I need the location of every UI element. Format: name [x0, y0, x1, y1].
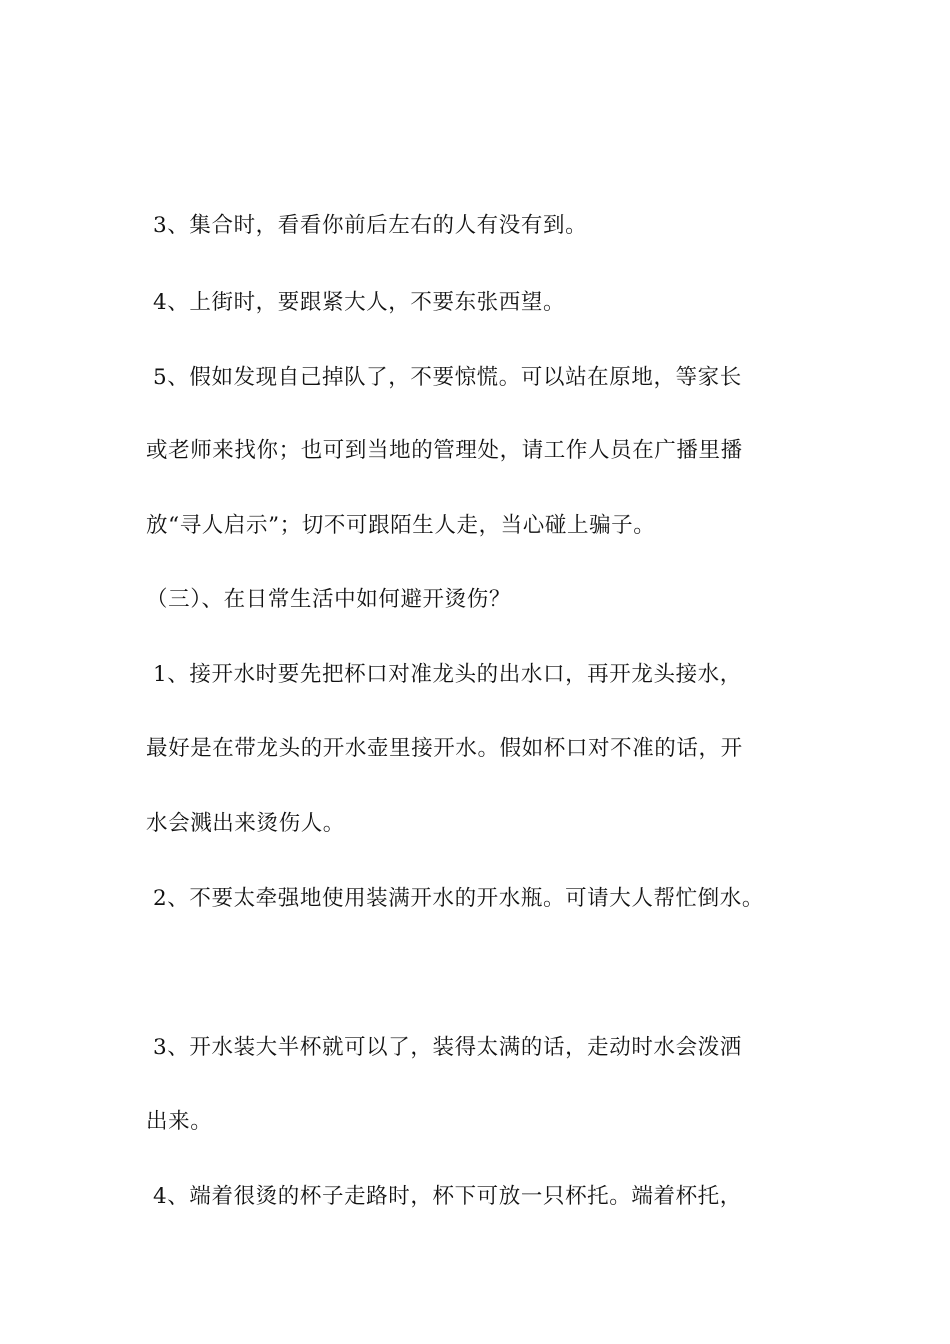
text-line: 4、端着很烫的杯子走路时，杯下可放一只杯托。端着杯托，: [153, 1184, 742, 1209]
text-line: 或老师来找你；也可到当地的管理处，请工作人员在广播里播: [146, 438, 743, 463]
text-line: 最好是在带龙头的开水壶里接开水。假如杯口对不准的话，开: [146, 736, 743, 761]
text-line: 出来。: [146, 1109, 213, 1134]
section-heading: （三）、在日常生活中如何避开烫伤？: [146, 587, 511, 612]
text-line: 放“寻人启示”；切不可跟陌生人走，当心碰上骗子。: [146, 513, 656, 538]
text-line: 4、上街时，要跟紧大人，不要东张西望。: [153, 290, 566, 315]
text-line: 1、接开水时要先把杯口对准龙头的出水口，再开龙头接水，: [153, 662, 742, 687]
text-line: 3、开水装大半杯就可以了，装得太满的话，走动时水会泼洒: [153, 1035, 742, 1060]
text-line: 5、假如发现自己掉队了，不要惊慌。可以站在原地，等家长: [153, 365, 742, 390]
text-line: 水会溅出来烫伤人。: [146, 811, 345, 836]
text-line: 3、集合时，看看你前后左右的人有没有到。: [153, 213, 588, 238]
text-line: 2、不要太牵强地使用装满开水的开水瓶。可请大人帮忙倒水。: [153, 886, 764, 911]
